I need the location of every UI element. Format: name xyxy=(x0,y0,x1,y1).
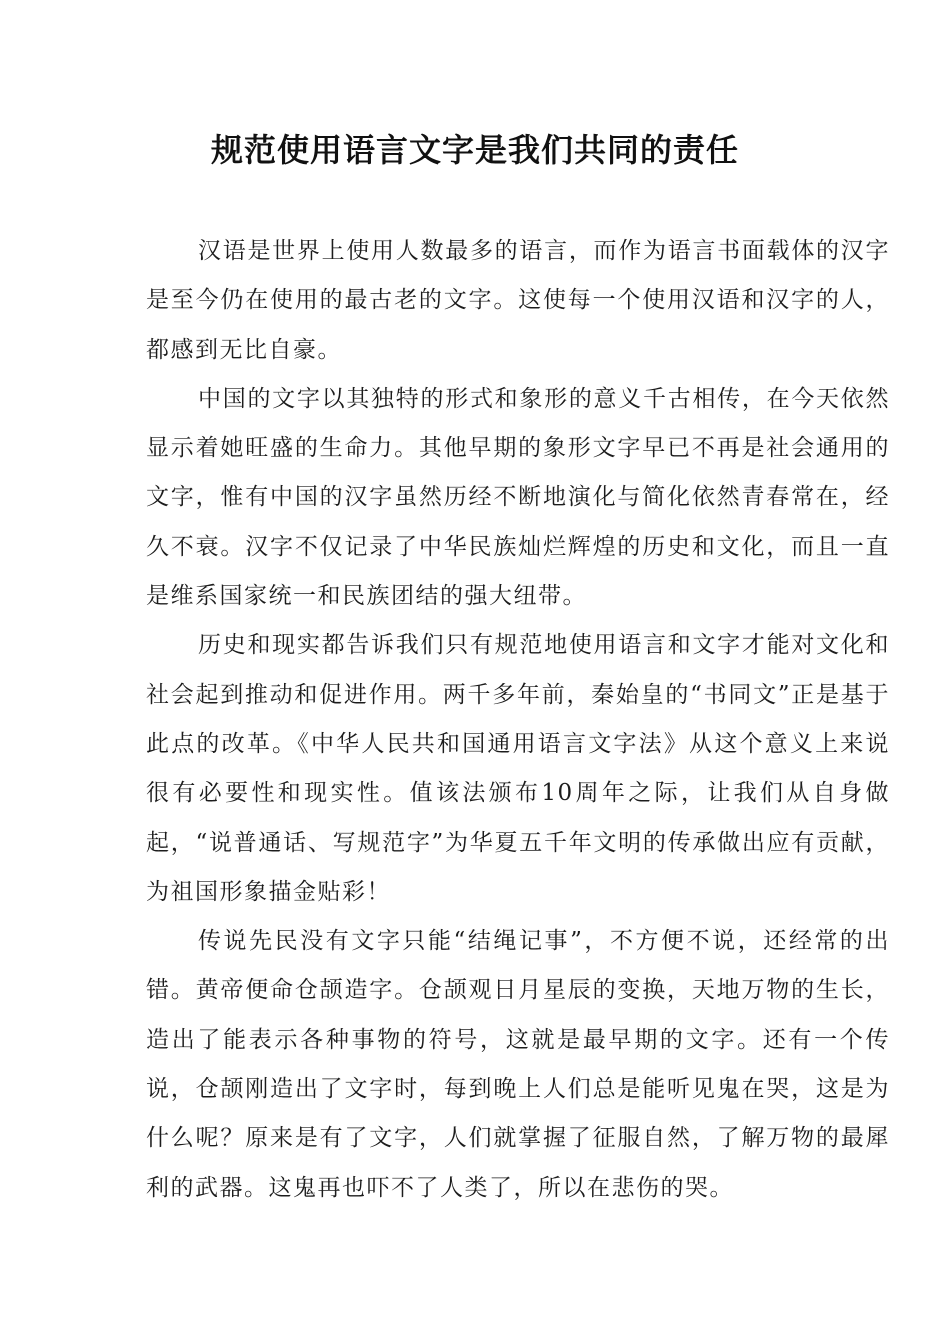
paragraph-1: 汉语是世界上使用人数最多的语言，而作为语言书面载体的汉字是至今仍在使用的最古老的文字。这使每一个使用汉语和汉字的人，都感到无比自豪。 xyxy=(146,238,890,363)
document-title: 规范使用语言文字是我们共同的责任 xyxy=(210,131,739,169)
paragraph-4: 传说先民没有文字只能“结绳记事”，不方便不说，还经常的出错。黄帝便命仓颉造字。仓颉观日月星辰的变换，天地万物的生长，造出了能表示各种事物的符号，这就是最早期的文字。还有一个传说，仓颉刚造出了文字时，每到晚上人们总是能听见鬼在哭，这是为什么呢？原来是有了文字，人们就掌握了征服自然，了解万物的最犀利的武器。这鬼再也吓不了人类了，所以在悲伤的哭。 xyxy=(146,928,890,1201)
document-body xyxy=(146,227,890,1213)
paragraph-3: 历史和现实都告诉我们只有规范地使用语言和文字才能对文化和社会起到推动和促进作用。两千多年前，秦始皇的“书同文”正是基于此点的改革。《中华人民共和国通用语言文字法》从这个意义上来说很有必要性和现实性。值该法颁布10周年之际，让我们从自身做起，“说普通话、写规范字”为华夏五千年文明的传承做出应有贡献，为祖国形象描金贴彩！ xyxy=(146,632,890,905)
paragraph-2: 中国的文字以其独特的形式和象形的意义千古相传，在今天依然显示着她旺盛的生命力。其他早期的象形文字早已不再是社会通用的文字，惟有中国的汉字虽然历经不断地演化与简化依然青春常在，经久不衰。汉字不仅记录了中华民族灿烂辉煌的历史和文化，而且一直是维系国家统一和民族团结的强大纽带。 xyxy=(146,385,890,610)
